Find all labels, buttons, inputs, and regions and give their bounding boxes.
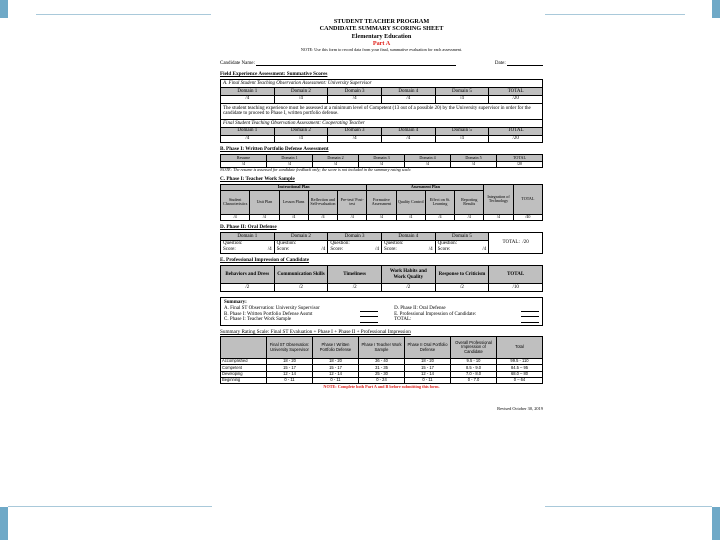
resume-note: NOTE: The resume is assessed for candidate feedback only; the score is not included in the summary rating scale.	[220, 166, 412, 172]
rating-range: 0 - 11	[405, 378, 451, 384]
rating-level: Developing	[221, 371, 267, 377]
total-cell[interactable]: /20	[489, 135, 543, 143]
header-note: NOTE: Use this form to record data from your final, summative evaluation for each assessment.	[300, 46, 463, 52]
rating-range: 68.0 – 80	[497, 371, 543, 377]
field-experience-title: Field Experience Assessment: Summative Scores	[220, 71, 328, 78]
rating-scale-table	[220, 336, 543, 384]
score-value: /4	[321, 247, 326, 253]
tws-criterion-header: Quality Control	[396, 190, 425, 214]
rating-level: Beginning	[221, 378, 267, 384]
rating-header: Overall Professional Impression of Candidate	[451, 337, 497, 359]
rating-row	[221, 378, 543, 384]
right-accent-bar-top	[712, 0, 720, 18]
rating-range: 8.5 - 9.0	[451, 365, 497, 371]
document-header	[220, 18, 543, 53]
oral-defense-table	[220, 232, 543, 254]
tws-criterion-header: Reflection and Self-evaluation	[308, 190, 337, 214]
score-label: Score:	[223, 247, 236, 253]
submit-note: NOTE: Complete both Part A and B before submitting this form.	[323, 384, 440, 390]
domain-header: Domain 5	[451, 155, 497, 161]
program-subtitle: Elementary Education	[351, 32, 412, 40]
rating-range: 36 - 40	[359, 359, 405, 365]
score-cell[interactable]: /4	[328, 95, 382, 103]
rating-header: Total	[497, 337, 543, 359]
rating-range: 84.5 – 95	[497, 365, 543, 371]
rating-range: 18 - 20	[267, 359, 313, 365]
score-cell[interactable]: /4	[338, 214, 367, 220]
date-label: Date:	[494, 60, 506, 66]
tws-criterion-header: Formative Assessment	[367, 190, 396, 214]
domain-header: Domain 2	[274, 233, 328, 241]
summary-label: A. Final ST Observation: University Supervisor	[224, 305, 320, 311]
score-cell[interactable]: /4	[328, 135, 382, 143]
score-cell[interactable]: /4	[451, 161, 497, 167]
impression-header: Response to Criticism	[435, 266, 489, 284]
rating-header: Phase I Written Portfolio Defense	[313, 337, 359, 359]
instructional-plan-header: Instructional Plan	[221, 184, 367, 190]
score-cell[interactable]: /4	[367, 214, 396, 220]
rating-range: 15 - 17	[313, 365, 359, 371]
domain-header: Domain 2	[274, 88, 328, 96]
university-supervisor-title: A. Final Student Teaching Observation Assessment: University Supervisor	[221, 80, 543, 88]
rating-header: Phase II Oral Portfolio Defense	[405, 337, 451, 359]
rating-header	[221, 337, 267, 359]
oral-domain-cell[interactable]	[274, 240, 328, 254]
program-title: STUDENT TEACHER PROGRAM	[333, 18, 430, 25]
domain-header: Domain 1	[221, 88, 275, 96]
total-cell[interactable]: /20	[497, 161, 543, 167]
score-cell[interactable]: /4	[267, 161, 313, 167]
score-label: Score:	[383, 247, 397, 253]
domain-header: Domain 5	[435, 88, 489, 96]
candidate-name-field[interactable]	[256, 65, 456, 66]
written-defense-table	[220, 154, 543, 168]
summary-line	[394, 317, 539, 323]
rating-range: 12 - 14	[267, 371, 313, 377]
score-cell[interactable]: /4	[274, 95, 328, 103]
score-value: /4	[428, 247, 433, 253]
score-cell[interactable]: /4	[381, 95, 435, 103]
tws-criterion-header: Reporting Results	[455, 190, 484, 214]
tws-criterion-header: Pre-test/ Post-test	[338, 190, 367, 214]
score-value: /4	[482, 247, 487, 253]
domain-header: Domain 3	[359, 155, 405, 161]
score-cell[interactable]: /4	[425, 214, 454, 220]
score-cell[interactable]: /2	[381, 284, 435, 292]
domain-header: Domain 5	[435, 127, 489, 135]
domain-header: Domain 4	[405, 155, 451, 161]
domain-header: Domain 3	[328, 88, 382, 96]
total-header: TOTAL	[489, 127, 543, 135]
score-cell[interactable]: /4	[221, 135, 275, 143]
score-cell[interactable]: /4	[274, 135, 328, 143]
domain-header: Domain 4	[381, 127, 435, 135]
written-defense-title: B. Phase I: Written Portfolio Defense Assessment	[220, 146, 329, 153]
question-label: Question:	[330, 241, 350, 247]
bottom-rule-right	[545, 506, 712, 507]
score-cell[interactable]: /2	[328, 284, 382, 292]
summary-label: E. Professional Impression of Candidate:	[394, 311, 477, 317]
oral-total-value: /20	[522, 240, 529, 246]
competency-paragraph: The student teaching experience must be assessed at a minimum level of Competent (13 out of a possible 20) by the University supervisor in order for the candidate to proceed to Phase I, written portfolio defense.	[221, 103, 543, 120]
question-label: Question:	[276, 241, 297, 247]
rating-scale-title: Summary Rating Scale: Final ST Evaluation + Phase I + Phase II + Professional Impression	[220, 329, 411, 336]
tws-table	[220, 184, 543, 222]
tws-criterion-header: Unit Plan	[250, 190, 279, 214]
impression-header: Behaviors and Dress	[221, 266, 275, 284]
rating-range: 0 - 7.0	[451, 378, 497, 384]
rating-level: Competent	[221, 365, 267, 371]
tws-criterion-header: Student Characteristics	[221, 190, 250, 214]
summary-label: C. Phase I: Teacher Work Sample	[224, 317, 292, 323]
sheet-title: CANDIDATE SUMMARY SCORING SHEET	[319, 25, 444, 33]
rating-range: 15 - 17	[267, 365, 313, 371]
candidate-name-label: Candidate Name:	[220, 60, 255, 66]
score-cell[interactable]: /4	[221, 161, 267, 167]
rating-range: 31 - 35	[359, 365, 405, 371]
score-cell[interactable]: /4	[313, 161, 359, 167]
total-cell[interactable]: /20	[489, 95, 543, 103]
question-label: Question:	[383, 241, 404, 247]
impression-title: E. Professional Impression of Candidate	[220, 257, 310, 264]
oral-domain-cell[interactable]	[221, 240, 275, 254]
rating-range: 99.5 - 110	[497, 359, 543, 365]
domain-header: Domain 2	[313, 155, 359, 161]
domain-header: Domain 4	[381, 88, 435, 96]
domain-header: Domain 3	[328, 233, 382, 241]
rating-range: 18 - 20	[313, 359, 359, 365]
domain-header: Domain 3	[328, 127, 382, 135]
rating-header: Final ST Observation: University Supervisor	[267, 337, 313, 359]
score-cell[interactable]: /4	[381, 135, 435, 143]
cooperating-teacher-title: Final Student Teaching Observation Assessment: Cooperating Teacher	[221, 120, 543, 128]
oral-defense-title: D. Phase II: Oral Defense	[220, 224, 277, 231]
question-label: Question:	[437, 241, 458, 247]
left-accent-bar-top	[0, 0, 8, 18]
score-value: /4	[267, 247, 272, 253]
score-cell[interactable]: /4	[435, 135, 489, 143]
oral-domain-cell[interactable]	[381, 240, 435, 254]
score-cell[interactable]: /4	[308, 214, 337, 220]
top-rule-right	[545, 14, 685, 15]
score-cell[interactable]: /4	[221, 95, 275, 103]
rating-range: 0 – 64	[497, 378, 543, 384]
score-cell[interactable]: /4	[250, 214, 279, 220]
summary-blank[interactable]	[360, 317, 378, 323]
score-cell[interactable]: /4	[396, 214, 425, 220]
score-cell[interactable]: /2	[435, 284, 489, 292]
tws-criterion-header: Lesson Plans	[279, 190, 308, 214]
impression-header: Work Habits and Work Quality	[381, 266, 435, 284]
question-label: Question:	[223, 241, 243, 247]
bottom-rule-left	[8, 506, 212, 507]
rating-range: 0 - 11	[313, 378, 359, 384]
impression-header: Communication Skills	[274, 266, 328, 284]
domain-header: Domain 1	[267, 155, 313, 161]
field-experience-table	[220, 79, 543, 143]
rating-range: 15 - 17	[405, 365, 451, 371]
rating-range: 25 - 30	[359, 371, 405, 377]
score-label: Score:	[276, 247, 290, 253]
score-cell[interactable]: /4	[435, 95, 489, 103]
score-cell[interactable]: /4	[279, 214, 308, 220]
scoring-sheet-document	[220, 18, 543, 411]
score-label: Score:	[437, 247, 451, 253]
top-rule-left	[36, 14, 211, 15]
oral-total-label: TOTAL:	[502, 240, 520, 246]
resume-header: Resume	[221, 155, 267, 161]
date-field[interactable]	[507, 65, 543, 66]
tws-criterion-header: Effect on St. Learning	[425, 190, 454, 214]
score-cell[interactable]: /4	[405, 161, 451, 167]
right-accent-bar-bottom	[712, 507, 720, 540]
impression-header: Timeliness	[328, 266, 382, 284]
revised-date: Revised October 30, 2019	[497, 406, 543, 412]
score-cell[interactable]: /4	[484, 214, 513, 220]
rating-range: 0 - 11	[267, 378, 313, 384]
score-cell[interactable]: /4	[359, 161, 405, 167]
rating-range: 0 - 24	[359, 378, 405, 384]
total-header: TOTAL	[489, 88, 543, 96]
rating-header: Phase I Teacher Work Sample	[359, 337, 405, 359]
score-cell[interactable]: /4	[221, 214, 250, 220]
score-value: /4	[375, 247, 379, 253]
summary-label: B. Phase I: Written Portfolio Defense Assmt	[224, 311, 313, 317]
domain-header: Domain 2	[274, 127, 328, 135]
assessment-plan-header: Assessment Plan	[367, 184, 484, 190]
domain-header: Domain 4	[381, 233, 435, 241]
impression-table	[220, 265, 543, 292]
left-accent-bar-bottom	[0, 507, 8, 540]
total-header: TOTAL	[513, 184, 542, 214]
summary-label: TOTAL:	[394, 317, 412, 323]
summary-label: D. Phase II: Oral Defense	[394, 305, 446, 311]
part-label: Part A	[372, 40, 391, 48]
domain-header: Domain 1	[221, 127, 275, 135]
summary-line	[224, 317, 378, 323]
summary-blank[interactable]	[521, 317, 539, 323]
domain-header: Domain 1	[221, 233, 275, 241]
score-cell[interactable]: /4	[455, 214, 484, 220]
oral-domain-cell[interactable]	[435, 240, 489, 254]
rating-level: Accomplished	[221, 359, 267, 365]
score-cell[interactable]: /2	[221, 284, 275, 292]
domain-header: Domain 5	[435, 233, 489, 241]
summary-box	[220, 297, 543, 326]
rating-range: 7.0 - 8.0	[451, 371, 497, 377]
candidate-row	[220, 61, 543, 67]
summary-title: Summary:	[224, 300, 247, 306]
technology-header: Integration of Technology	[484, 184, 513, 214]
rating-range: 12 - 14	[405, 371, 451, 377]
tws-title: C. Phase I: Teacher Work Sample	[220, 175, 295, 182]
rating-range: 12 - 14	[313, 371, 359, 377]
rating-range: 9.5 - 10	[451, 359, 497, 365]
total-header: TOTAL	[497, 155, 543, 161]
score-cell[interactable]: /2	[274, 284, 328, 292]
oral-total-cell[interactable]	[489, 233, 543, 254]
total-cell[interactable]: /40	[513, 214, 542, 220]
score-label: Score:	[330, 247, 344, 253]
total-header: TOTAL	[489, 266, 543, 284]
oral-domain-cell[interactable]	[328, 240, 382, 254]
rating-range: 18 - 20	[405, 359, 451, 365]
total-cell[interactable]: /10	[489, 284, 543, 292]
